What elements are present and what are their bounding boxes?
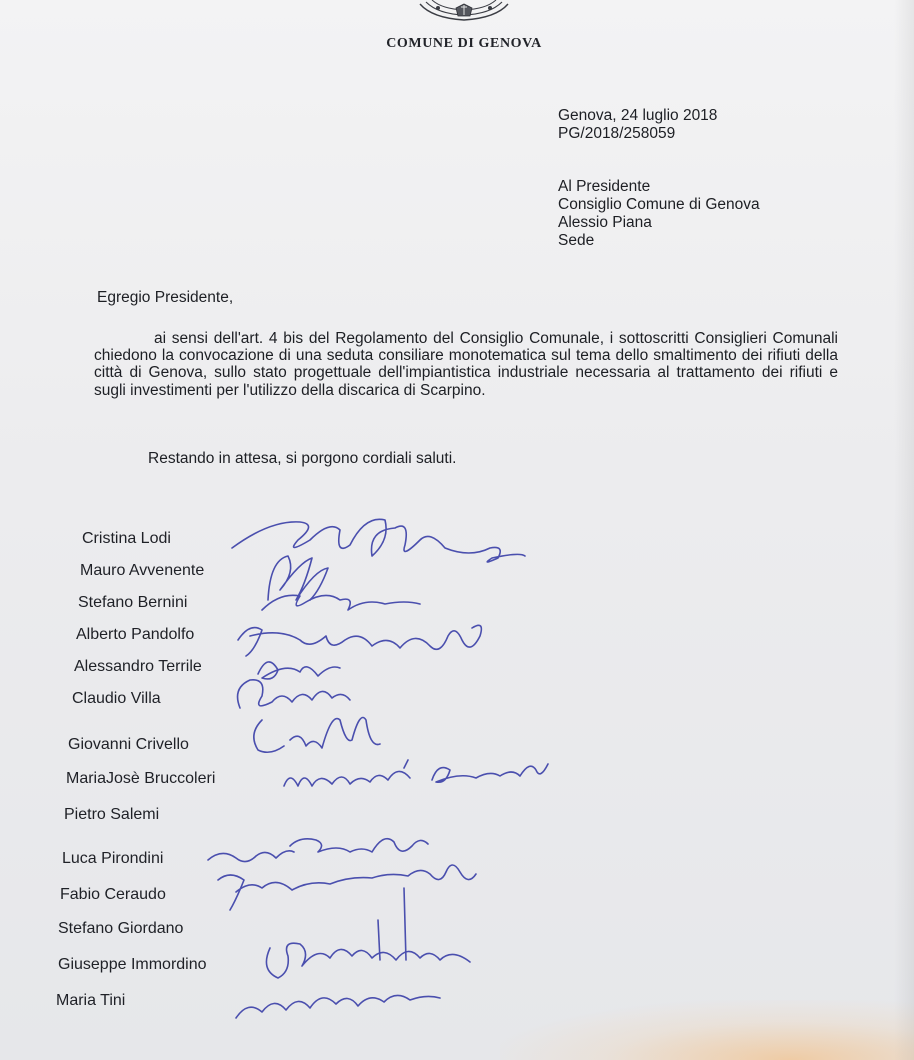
signatory-name: Claudio Villa xyxy=(72,690,161,707)
closing-line: Restando in attesa, si porgono cordiali saluti. xyxy=(148,450,457,467)
recipient-address xyxy=(558,178,760,250)
signatory-name: MariaJosè Bruccoleri xyxy=(66,770,216,787)
signatory-name: Pietro Salemi xyxy=(64,806,160,823)
signatory-name: Cristina Lodi xyxy=(82,530,171,547)
signatory-name: Stefano Bernini xyxy=(78,594,188,611)
signature-tini xyxy=(236,995,440,1018)
genova-crest-icon xyxy=(412,0,516,26)
letter-body xyxy=(94,330,838,399)
page-edge-shadow xyxy=(894,0,914,1060)
light-reflection xyxy=(500,1000,914,1060)
signature-terrile xyxy=(258,662,340,679)
signature-lodi xyxy=(232,519,525,562)
signature-pandolfo xyxy=(238,625,481,656)
recipient-line-1: Al Presidente xyxy=(558,178,651,195)
letter-body-text: ai sensi dell'art. 4 bis del Regolamento del Consiglio Comunale, i sottoscritti Consiglieri Comunali chiedono la convocazione di una seduta consiliare monotematica sul tema dello smaltimento dei rifiuti della città di Genova, sullo stato progettuale dell'impiantistica industriale necessaria al trattamento dei rifiuti e sugli investimenti per l'utilizzo della discarica di Scarpino. xyxy=(94,330,838,399)
signatory-name: Giuseppe Immordino xyxy=(58,956,207,973)
signatory-name: Giovanni Crivello xyxy=(68,736,189,753)
institution-name: COMUNE DI GENOVA xyxy=(386,36,542,51)
signatory-name: Mauro Avvenente xyxy=(80,562,205,579)
signature-immordino xyxy=(266,888,470,978)
signature-bernini xyxy=(262,595,420,610)
recipient-line-4: Sede xyxy=(558,232,595,249)
protocol-number: PG/2018/258059 xyxy=(558,125,676,142)
signature-ceraudo xyxy=(218,865,476,910)
recipient-line-2: Consiglio Comune di Genova xyxy=(558,196,760,213)
signature-avvenente xyxy=(268,556,328,600)
signatory-name: Alessandro Terrile xyxy=(74,658,202,675)
signatory-name: Maria Tini xyxy=(56,992,126,1009)
signature-crivello xyxy=(254,718,380,753)
signatory-name: Fabio Ceraudo xyxy=(60,886,166,903)
signature-villa xyxy=(238,680,350,708)
recipient-line-3: Alessio Piana xyxy=(558,214,652,231)
signature-bruccoleri xyxy=(284,760,548,786)
signatory-name: Luca Pirondini xyxy=(62,850,164,867)
letter-date: Genova, 24 luglio 2018 xyxy=(558,107,718,124)
date-block xyxy=(558,107,717,143)
signatory-name: Alberto Pandolfo xyxy=(76,626,195,643)
signature-pirondini xyxy=(208,839,428,862)
signatory-name: Stefano Giordano xyxy=(58,920,184,937)
salutation: Egregio Presidente, xyxy=(97,289,234,306)
